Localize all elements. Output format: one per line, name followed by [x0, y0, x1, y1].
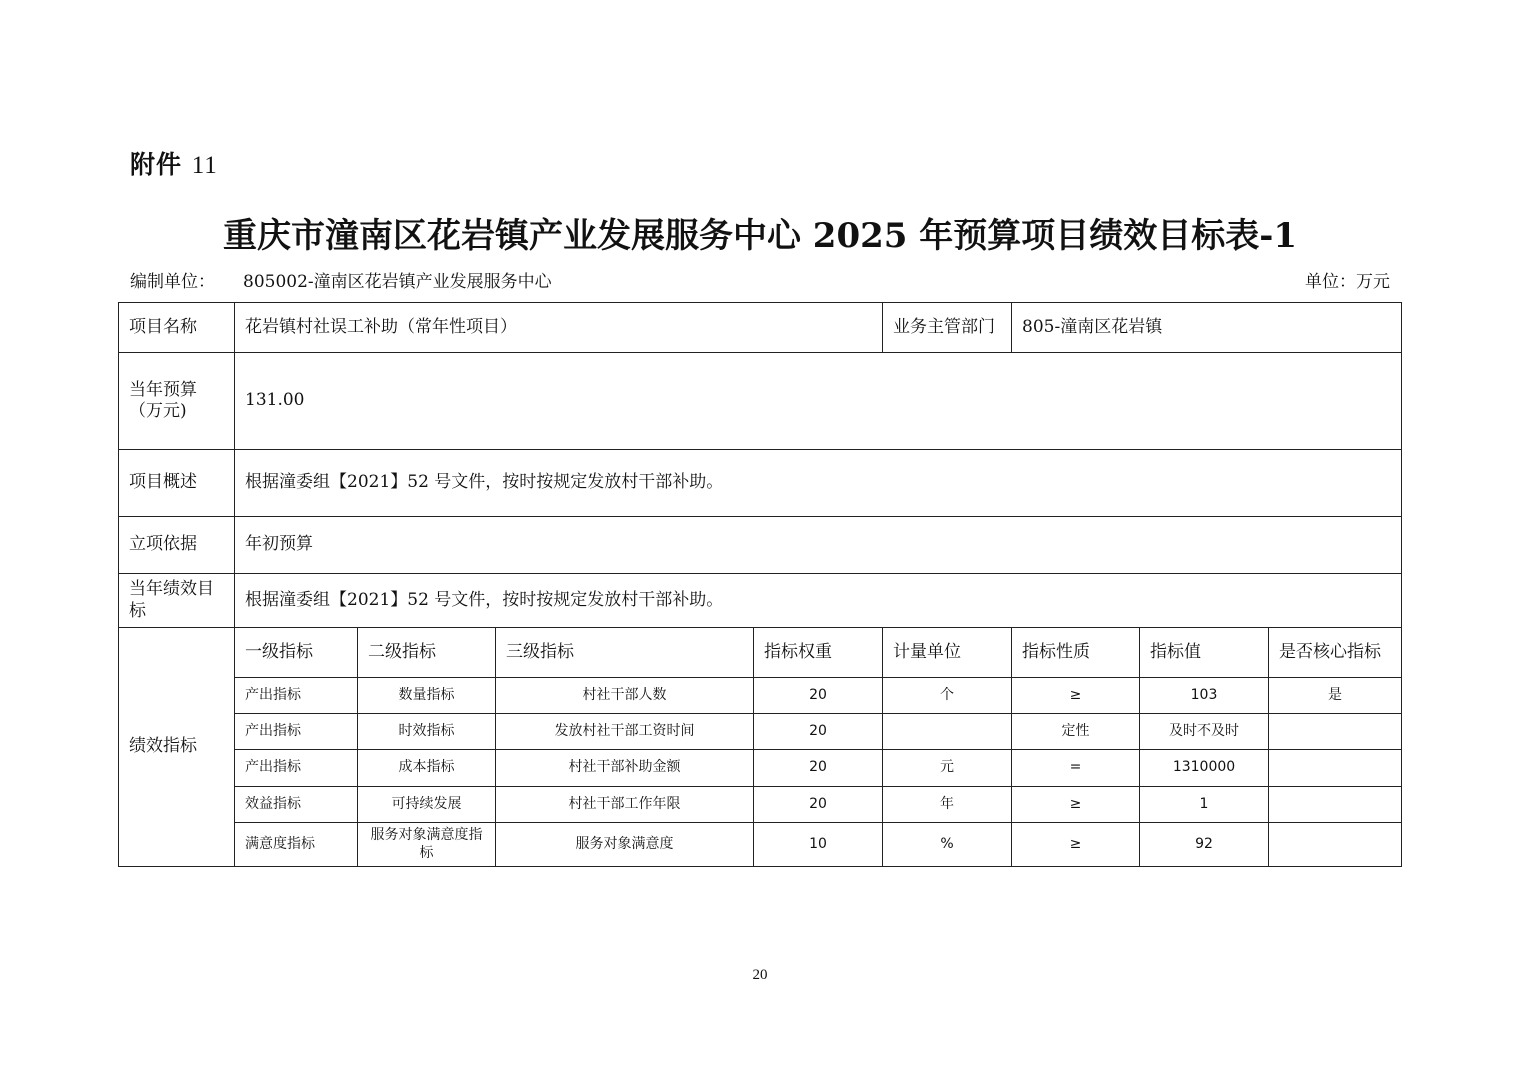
- header-unit: 计量单位: [883, 628, 1012, 678]
- currency-unit: 单位：万元: [1305, 272, 1390, 292]
- project-name-label: 项目名称: [119, 303, 235, 353]
- weight-cell: 10: [754, 823, 883, 867]
- attachment-number: 11: [191, 152, 218, 179]
- performance-table: [118, 302, 1402, 867]
- value-cell: 92: [1140, 823, 1269, 867]
- unit-cell: %: [883, 823, 1012, 867]
- level3-cell: 服务对象满意度: [496, 823, 754, 867]
- header-level2: 二级指标: [358, 628, 496, 678]
- budget-value: 131.00: [235, 353, 1402, 450]
- level1-cell: 产出指标: [235, 678, 358, 714]
- weight-cell: 20: [754, 787, 883, 823]
- header-value: 指标值: [1140, 628, 1269, 678]
- basis-label: 立项依据: [119, 517, 235, 574]
- budget-row: [119, 353, 1402, 450]
- weight-cell: 20: [754, 678, 883, 714]
- budget-label: 当年预算（万元): [119, 353, 235, 450]
- core-cell: [1269, 714, 1402, 750]
- basis-row: [119, 517, 1402, 574]
- compiling-unit: [130, 267, 552, 292]
- nature-cell: =: [1012, 750, 1140, 787]
- nature-cell: ≥: [1012, 678, 1140, 714]
- attachment-text: 附件: [130, 150, 183, 179]
- core-cell: 是: [1269, 678, 1402, 714]
- nature-cell: 定性: [1012, 714, 1140, 750]
- level2-cell: 时效指标: [358, 714, 496, 750]
- table-row: [119, 714, 1402, 750]
- unit-cell: 元: [883, 750, 1012, 787]
- dept-value: 805-潼南区花岩镇: [1012, 303, 1402, 353]
- header-weight: 指标权重: [754, 628, 883, 678]
- level3-cell: 村社干部补助金额: [496, 750, 754, 787]
- goal-row: [119, 574, 1402, 628]
- value-cell: 1310000: [1140, 750, 1269, 787]
- level3-cell: 村社干部工作年限: [496, 787, 754, 823]
- table-row: [119, 823, 1402, 867]
- indicators-label: 绩效指标: [119, 628, 235, 867]
- header-core: 是否核心指标: [1269, 628, 1402, 678]
- attachment-label: [130, 145, 218, 181]
- nature-cell: ≥: [1012, 787, 1140, 823]
- basis-value: 年初预算: [235, 517, 1402, 574]
- goal-label: 当年绩效目标: [119, 574, 235, 628]
- header-nature: 指标性质: [1012, 628, 1140, 678]
- dept-label: 业务主管部门: [883, 303, 1012, 353]
- project-name-row: [119, 303, 1402, 353]
- overview-row: [119, 450, 1402, 517]
- level2-cell: 可持续发展: [358, 787, 496, 823]
- value-cell: 1: [1140, 787, 1269, 823]
- weight-cell: 20: [754, 750, 883, 787]
- level1-cell: 效益指标: [235, 787, 358, 823]
- nature-cell: ≥: [1012, 823, 1140, 867]
- page-number: 20: [752, 967, 768, 983]
- table-row: [119, 750, 1402, 787]
- project-name-value: 花岩镇村社误工补助（常年性项目）: [235, 303, 883, 353]
- core-cell: [1269, 787, 1402, 823]
- level2-cell: 服务对象满意度指标: [358, 823, 496, 867]
- level2-cell: 数量指标: [358, 678, 496, 714]
- unit-cell: 年: [883, 787, 1012, 823]
- document-title: 重庆市潼南区花岩镇产业发展服务中心 2025 年预算项目绩效目标表-1: [222, 216, 1298, 256]
- table-row: [119, 787, 1402, 823]
- value-cell: 103: [1140, 678, 1269, 714]
- compiling-unit-label: 编制单位：: [130, 272, 215, 292]
- header-level3: 三级指标: [496, 628, 754, 678]
- unit-cell: [883, 714, 1012, 750]
- level3-cell: 发放村社干部工资时间: [496, 714, 754, 750]
- weight-cell: 20: [754, 714, 883, 750]
- level1-cell: 产出指标: [235, 750, 358, 787]
- compiling-unit-value: 805002-潼南区花岩镇产业发展服务中心: [243, 272, 552, 292]
- core-cell: [1269, 823, 1402, 867]
- level2-cell: 成本指标: [358, 750, 496, 787]
- table-row: [119, 678, 1402, 714]
- goal-value: 根据潼委组【2021】52 号文件，按时按规定发放村干部补助。: [235, 574, 1402, 628]
- overview-value: 根据潼委组【2021】52 号文件，按时按规定发放村干部补助。: [235, 450, 1402, 517]
- indicator-header-row: [119, 628, 1402, 678]
- unit-cell: 个: [883, 678, 1012, 714]
- value-cell: 及时不及时: [1140, 714, 1269, 750]
- level1-cell: 产出指标: [235, 714, 358, 750]
- overview-label: 项目概述: [119, 450, 235, 517]
- level1-cell: 满意度指标: [235, 823, 358, 867]
- core-cell: [1269, 750, 1402, 787]
- header-level1: 一级指标: [235, 628, 358, 678]
- level3-cell: 村社干部人数: [496, 678, 754, 714]
